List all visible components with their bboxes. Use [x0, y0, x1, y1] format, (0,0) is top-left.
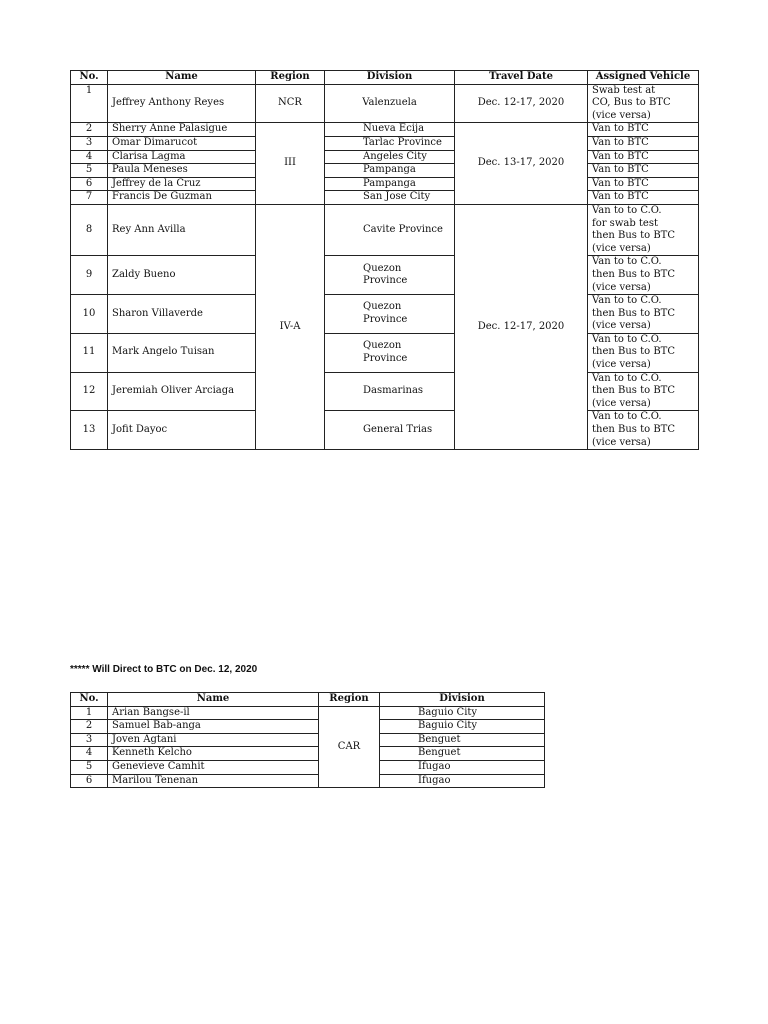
- row-name: Sherry Anne Palasigue: [108, 123, 256, 137]
- table-row: [71, 372, 699, 411]
- col-header-name: Name: [108, 693, 319, 707]
- vehicle-line: Van to to C.O.: [592, 295, 662, 307]
- row-region: III: [256, 123, 325, 205]
- table-row: [71, 177, 699, 191]
- row-division: San Jose City: [325, 191, 455, 205]
- row-number: 9: [71, 256, 108, 295]
- table-row: [71, 720, 545, 734]
- row-number: 2: [71, 123, 108, 137]
- row-division: Cavite Province: [325, 204, 455, 255]
- car-region-table: [70, 692, 545, 788]
- vehicle-line: Van to to C.O.: [592, 372, 662, 384]
- row-division: [325, 256, 455, 295]
- division-line: Quezon Province: [363, 301, 408, 325]
- row-vehicle: [588, 372, 699, 411]
- table-row: [71, 774, 545, 788]
- row-name: Genevieve Camhit: [108, 760, 319, 774]
- row-vehicle: Van to BTC: [588, 164, 699, 178]
- row-division: Nueva Ecija: [325, 123, 455, 137]
- col-header-no: No.: [71, 693, 108, 707]
- row-vehicle: Van to BTC: [588, 123, 699, 137]
- vehicle-line: (vice versa): [592, 359, 651, 371]
- table-row: [71, 760, 545, 774]
- row-name: Joven Agtani: [108, 733, 319, 747]
- row-travel-date: Dec. 12-17, 2020: [455, 84, 588, 123]
- col-header-assigned-vehicle: Assigned Vehicle: [588, 71, 699, 85]
- row-region: CAR: [319, 706, 380, 788]
- row-vehicle: Van to BTC: [588, 177, 699, 191]
- col-header-no: No.: [71, 71, 108, 85]
- row-number: 10: [71, 295, 108, 334]
- row-vehicle: Van to BTC: [588, 150, 699, 164]
- vehicle-line: Van to to C.O.: [592, 204, 662, 216]
- table-row: [71, 706, 545, 720]
- vehicle-line: then Bus to BTC: [592, 385, 675, 397]
- table-row: [71, 733, 545, 747]
- row-name: Kenneth Kelcho: [108, 747, 319, 761]
- row-division: Baguio City: [380, 720, 545, 734]
- table-row: [71, 84, 699, 123]
- row-number: 3: [71, 733, 108, 747]
- vehicle-line: Van to to C.O.: [592, 333, 662, 345]
- row-division: Benguet: [380, 747, 545, 761]
- row-number: 1: [71, 84, 108, 123]
- row-vehicle: [588, 411, 699, 450]
- row-division: [325, 295, 455, 334]
- travel-schedule-table: [70, 70, 699, 450]
- row-name: Rey Ann Avilla: [108, 204, 256, 255]
- vehicle-line: (vice versa): [592, 397, 651, 409]
- row-name: Jeremiah Oliver Arciaga: [108, 372, 256, 411]
- row-division: Pampanga: [325, 177, 455, 191]
- vehicle-line: then Bus to BTC: [592, 268, 675, 280]
- vehicle-line: for swab test: [592, 217, 659, 229]
- row-vehicle: [588, 204, 699, 255]
- row-division: Dasmarinas: [325, 372, 455, 411]
- row-number: 4: [71, 747, 108, 761]
- row-travel-date: Dec. 12-17, 2020: [455, 204, 588, 449]
- table-row: [71, 295, 699, 334]
- table-row: [71, 150, 699, 164]
- vehicle-line: Swab test at: [592, 84, 656, 96]
- row-division: Baguio City: [380, 706, 545, 720]
- row-name: Francis De Guzman: [108, 191, 256, 205]
- vehicle-line: then Bus to BTC: [592, 424, 675, 436]
- table-row: [71, 164, 699, 178]
- row-name: Clarisa Lagma: [108, 150, 256, 164]
- vehicle-line: then Bus to BTC: [592, 346, 675, 358]
- row-division: [325, 333, 455, 372]
- table-row: [71, 411, 699, 450]
- vehicle-line: (vice versa): [592, 281, 651, 293]
- row-number: 8: [71, 204, 108, 255]
- row-name: Paula Meneses: [108, 164, 256, 178]
- table-row: [71, 747, 545, 761]
- row-vehicle: Van to BTC: [588, 136, 699, 150]
- row-name: Zaldy Bueno: [108, 256, 256, 295]
- table-header-row: [71, 71, 699, 85]
- row-number: 5: [71, 164, 108, 178]
- row-number: 6: [71, 774, 108, 788]
- table-row: [71, 123, 699, 137]
- row-number: 3: [71, 136, 108, 150]
- col-header-travel-date: Travel Date: [455, 71, 588, 85]
- vehicle-line: (vice versa): [592, 436, 651, 448]
- row-number: 7: [71, 191, 108, 205]
- division-line: Quezon Province: [363, 262, 408, 287]
- vehicle-line: CO, Bus to BTC: [592, 97, 671, 109]
- table-header-row: [71, 693, 545, 707]
- row-name: Mark Angelo Tuisan: [108, 333, 256, 372]
- table-row: [71, 136, 699, 150]
- col-header-division: Division: [380, 693, 545, 707]
- row-name: Marilou Tenenan: [108, 774, 319, 788]
- row-number: 1: [71, 706, 108, 720]
- row-division: Valenzuela: [325, 84, 455, 123]
- row-division: Ifugao: [380, 774, 545, 788]
- col-header-division: Division: [325, 71, 455, 85]
- row-vehicle: Van to BTC: [588, 191, 699, 205]
- row-division: Pampanga: [325, 164, 455, 178]
- row-vehicle: [588, 84, 699, 123]
- row-name: Arian Bangse-il: [108, 706, 319, 720]
- vehicle-line: then Bus to BTC: [592, 230, 675, 242]
- row-region: IV-A: [256, 204, 325, 449]
- row-number: 5: [71, 760, 108, 774]
- row-division: Benguet: [380, 733, 545, 747]
- row-name: Jofit Dayoc: [108, 411, 256, 450]
- table-row: [71, 256, 699, 295]
- vehicle-line: (vice versa): [592, 242, 651, 254]
- row-name: Omar Dimarucot: [108, 136, 256, 150]
- row-number: 2: [71, 720, 108, 734]
- col-header-name: Name: [108, 71, 256, 85]
- table-row: [71, 333, 699, 372]
- col-header-region: Region: [319, 693, 380, 707]
- vehicle-line: (vice versa): [592, 109, 651, 121]
- vehicle-line: Van to to C.O.: [592, 256, 662, 268]
- row-division: Ifugao: [380, 760, 545, 774]
- row-region: NCR: [256, 84, 325, 123]
- row-name: Jeffrey Anthony Reyes: [108, 84, 256, 123]
- table-row: [71, 191, 699, 205]
- vehicle-line: Van to to C.O.: [592, 411, 662, 423]
- row-vehicle: [588, 256, 699, 295]
- row-travel-date: Dec. 13-17, 2020: [455, 123, 588, 205]
- row-name: Jeffrey de la Cruz: [108, 177, 256, 191]
- row-vehicle: [588, 295, 699, 334]
- direct-to-btc-note: ***** Will Direct to BTC on Dec. 12, 2020: [70, 664, 258, 675]
- division-line: Quezon Province: [363, 340, 408, 364]
- row-number: 13: [71, 411, 108, 450]
- vehicle-line: (vice versa): [592, 320, 651, 332]
- row-vehicle: [588, 333, 699, 372]
- row-division: Angeles City: [325, 150, 455, 164]
- row-number: 6: [71, 177, 108, 191]
- row-name: Samuel Bab-anga: [108, 720, 319, 734]
- row-name: Sharon Villaverde: [108, 295, 256, 334]
- col-header-region: Region: [256, 71, 325, 85]
- row-number: 4: [71, 150, 108, 164]
- table-row: [71, 204, 699, 255]
- row-division: General Trias: [325, 411, 455, 450]
- row-number: 11: [71, 333, 108, 372]
- row-number: 12: [71, 372, 108, 411]
- row-division: Tarlac Province: [325, 136, 455, 150]
- vehicle-line: then Bus to BTC: [592, 307, 675, 319]
